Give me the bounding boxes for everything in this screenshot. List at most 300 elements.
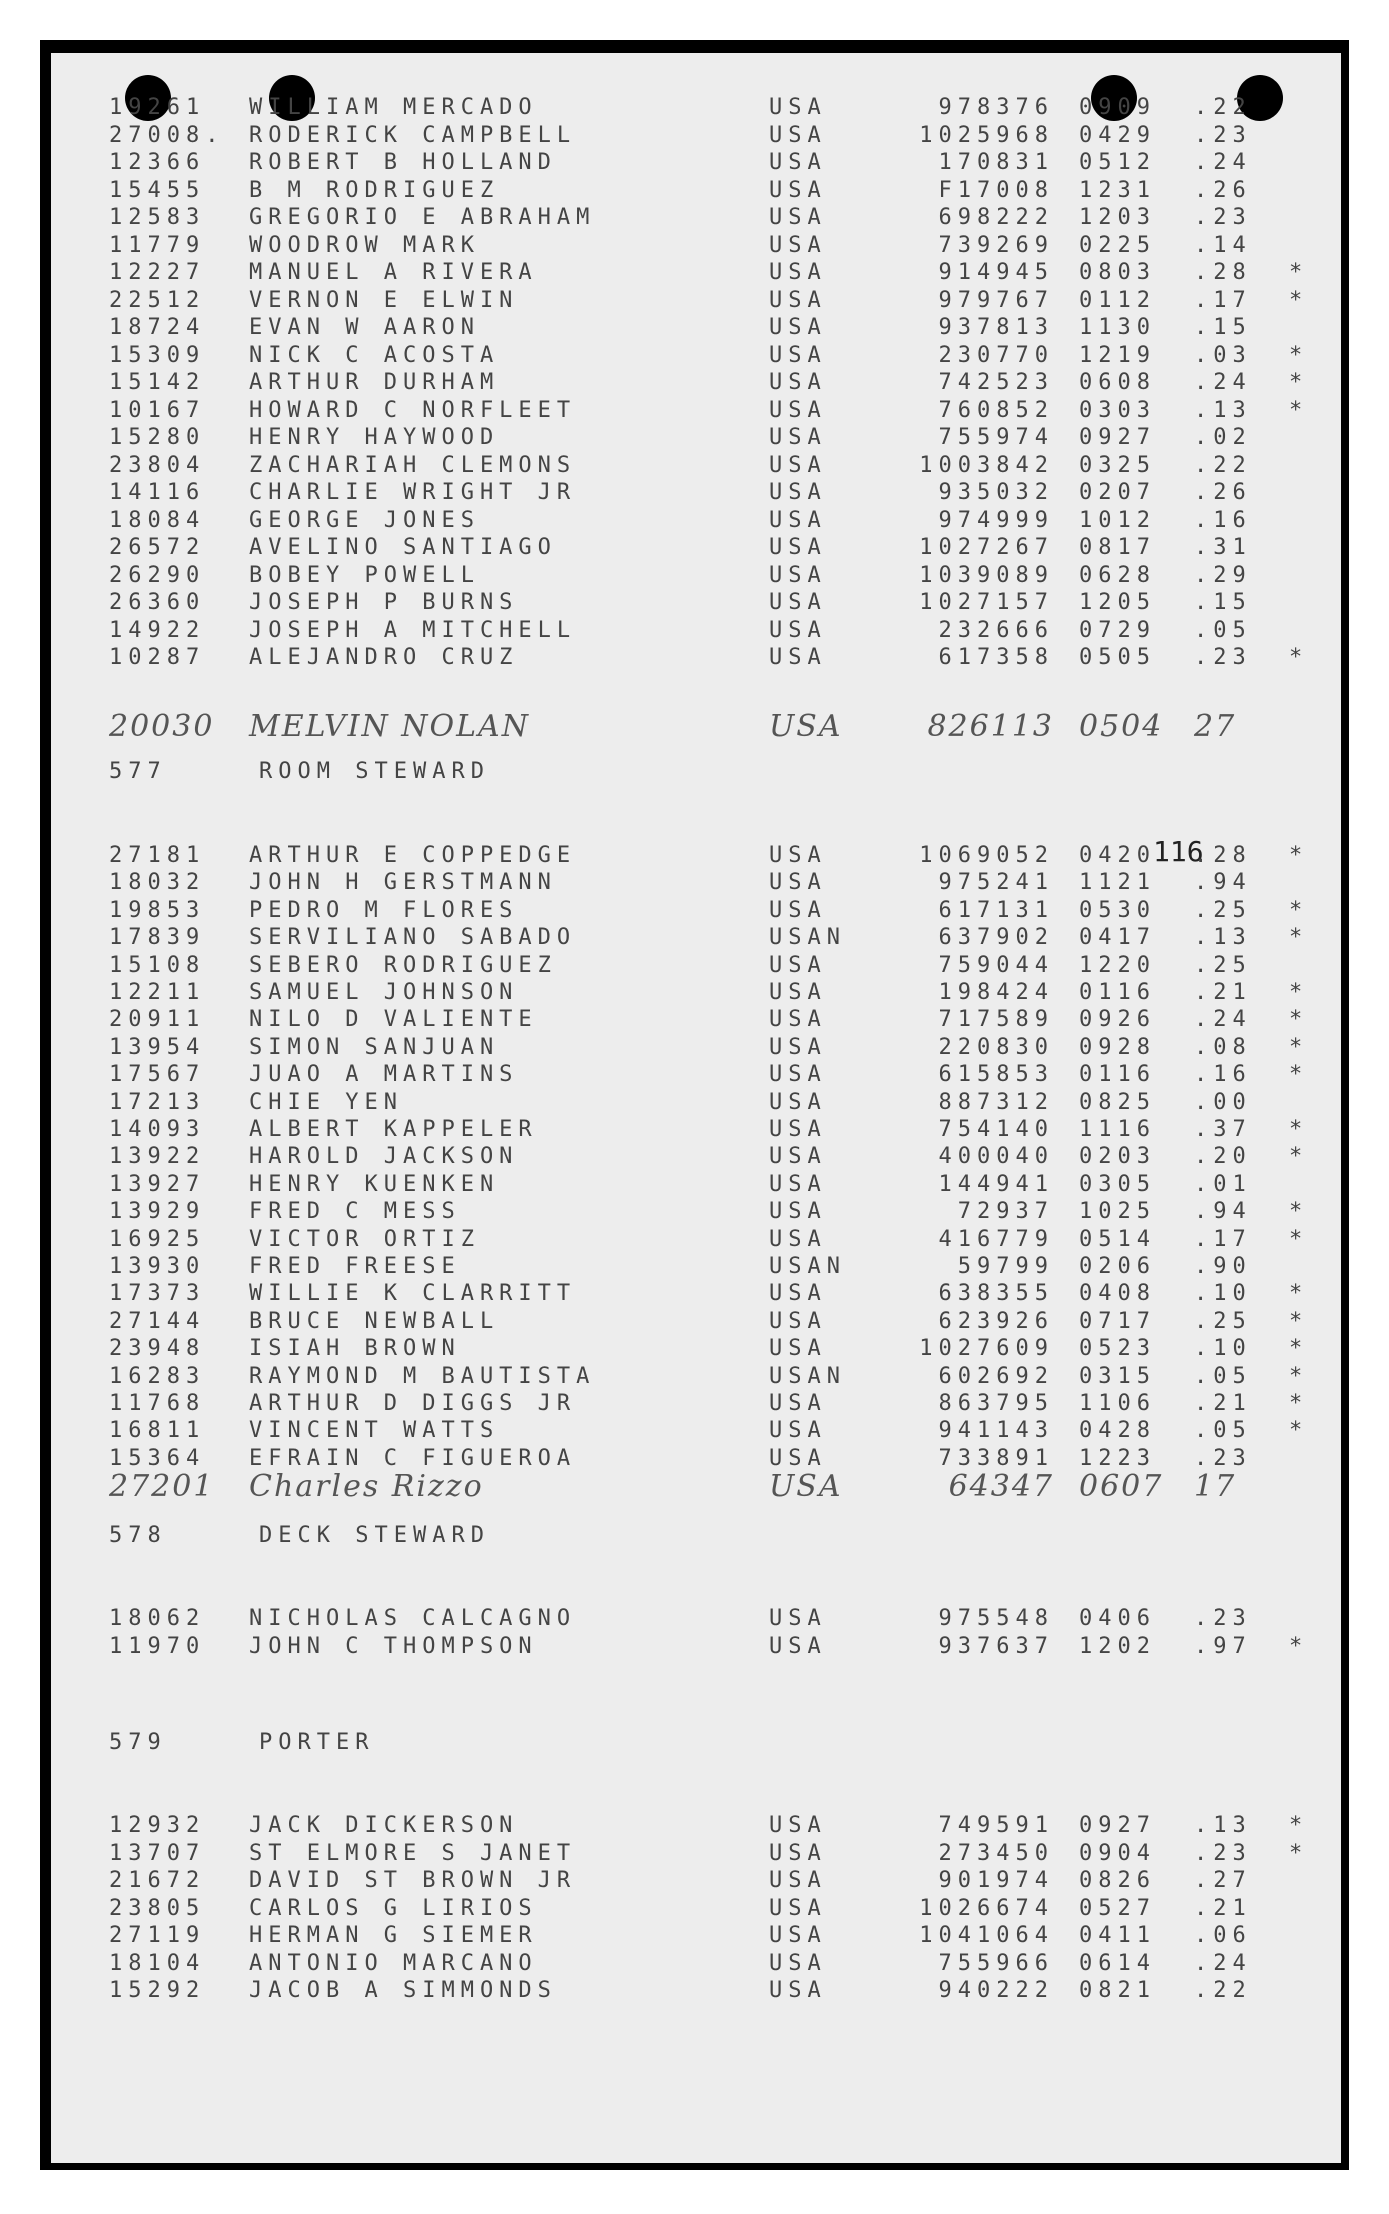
row-pct: .22 [1194,452,1252,478]
row-nat: USA [769,177,827,203]
row-id: 27119 [109,1923,206,1948]
row-name: ZACHARIAH CLEMONS [249,452,577,478]
row-code: 0305 [1079,1171,1156,1197]
row-id: 15292 [109,1978,206,2003]
row-num: 974999 [938,507,1054,533]
row-star: * [1289,1840,1309,1866]
row-star: * [1289,1391,1309,1416]
row-star: * [1289,1633,1309,1659]
row-pct: .13 [1194,1813,1252,1838]
row-name: JOHN H GERSTMANN [249,870,557,896]
row-pct: .16 [1194,1062,1252,1088]
row-pct: .24 [1194,150,1252,175]
row-pct: .37 [1194,1117,1252,1142]
row-name: JOSEPH A MITCHELL [249,617,577,643]
row-nat: USA [769,897,827,923]
row-nat: USA [769,1923,827,1948]
row-nat: USA [769,397,827,423]
handwritten-name: MELVIN NOLAN [249,709,530,744]
row-code: 0408 [1079,1281,1156,1307]
row-pct: .28 [1194,843,1252,868]
row-pct: .10 [1194,1336,1252,1362]
row-id: 17839 [109,925,206,951]
row-pct: .17 [1194,1226,1252,1252]
row-code: 0803 [1079,260,1156,285]
row-num: 739269 [938,232,1054,258]
row-nat: USA [769,1606,827,1631]
row-code: 0530 [1079,897,1156,923]
row-pct: .23 [1194,122,1252,148]
row-num: 887312 [938,1089,1054,1115]
row-star: * [1289,1281,1309,1307]
row-code: 0406 [1079,1606,1156,1631]
row-name: JACK DICKERSON [249,1813,519,1838]
row-num: 617358 [938,645,1054,670]
row-name: GREGORIO E ABRAHAM [249,205,596,230]
row-id: 15309 [109,342,206,368]
row-nat: USA [769,980,827,1005]
row-name: HENRY KUENKEN [249,1171,500,1197]
row-name: NICK C ACOSTA [249,342,500,368]
row-code: 1202 [1079,1633,1156,1659]
row-name: JOSEPH P BURNS [249,590,519,615]
row-star: * [1289,980,1309,1005]
row-pct: .26 [1194,480,1252,505]
row-nat: USA [769,1034,827,1060]
row-id: 27181 [109,843,206,868]
row-star: * [1289,370,1309,395]
row-code: 0523 [1079,1336,1156,1362]
row-name: ISIAH BROWN [249,1336,461,1362]
row-star: * [1289,1144,1309,1170]
row-nat: USA [769,150,827,175]
row-pct: .05 [1194,1418,1252,1444]
section-number: 578 [109,1523,167,1548]
row-id: 18032 [109,870,206,896]
row-name: ARTHUR E COPPEDGE [249,843,577,868]
row-name: CARLOS G LIRIOS [249,1895,538,1921]
handwritten-name: Charles Rizzo [249,1469,484,1504]
row-name: VICTOR ORTIZ [249,1226,480,1252]
row-id: 16811 [109,1418,206,1444]
row-num: 717589 [938,1007,1054,1033]
row-nat: USA [769,1199,827,1225]
row-id: 10287 [109,645,206,670]
section-title: PORTER [259,1730,375,1755]
row-code: 0821 [1079,1978,1156,2003]
row-num: 1027267 [919,535,1054,560]
row-code: 0225 [1079,232,1156,258]
row-code: 1130 [1079,315,1156,340]
row-star: * [1289,1336,1309,1362]
row-num: 230770 [938,342,1054,368]
row-num: 198424 [938,980,1054,1005]
row-pct: .24 [1194,370,1252,395]
row-pct: .08 [1194,1034,1252,1060]
row-id: 23804 [109,452,206,478]
row-id: 14922 [109,617,206,643]
row-nat: USA [769,1895,827,1921]
row-name: FRED FREESE [249,1254,461,1279]
row-pct: .20 [1194,1144,1252,1170]
row-code: 0315 [1079,1363,1156,1389]
row-nat: USA [769,287,827,313]
row-num: 1041064 [919,1923,1054,1948]
row-num: 760852 [938,397,1054,423]
row-pct: .94 [1194,870,1252,896]
row-pct: .13 [1194,397,1252,423]
row-num: 935032 [938,480,1054,505]
row-nat: USA [769,1308,827,1334]
row-pct: .14 [1194,232,1252,258]
section-number: 577 [109,759,167,784]
row-name: SERVILIANO SABADO [249,925,577,951]
row-pct: .03 [1194,342,1252,368]
row-num: 901974 [938,1868,1054,1893]
row-id: 15108 [109,952,206,978]
row-nat: USA [769,1144,827,1170]
row-pct: .94 [1194,1199,1252,1225]
row-code: 0207 [1079,480,1156,505]
row-name: HERMAN G SIEMER [249,1923,538,1948]
row-nat: USA [769,1633,827,1659]
row-id: 14093 [109,1117,206,1142]
row-id: 19853 [109,897,206,923]
row-num: 937813 [938,315,1054,340]
row-id: 16925 [109,1226,206,1252]
row-code: 0904 [1079,1840,1156,1866]
row-code: 0825 [1079,1089,1156,1115]
row-num: 863795 [938,1391,1054,1416]
row-code: 0303 [1079,397,1156,423]
row-nat: USA [769,1868,827,1893]
row-name: CHIE YEN [249,1089,403,1115]
row-num: 759044 [938,952,1054,978]
row-pct: .25 [1194,952,1252,978]
row-nat: USA [769,1840,827,1866]
row-pct: .22 [1194,1978,1252,2003]
row-nat: USA [769,232,827,258]
row-num: 615853 [938,1062,1054,1088]
row-name: HAROLD JACKSON [249,1144,519,1170]
row-name: BOBEY POWELL [249,562,480,588]
row-nat: USA [769,1445,827,1471]
row-num: 623926 [938,1308,1054,1334]
row-nat: USA [769,843,827,868]
row-name: ANTONIO MARCANO [249,1950,538,1976]
row-num: 72937 [957,1199,1054,1225]
row-id: 17213 [109,1089,206,1115]
row-nat: USA [769,1978,827,2003]
row-num: 637902 [938,925,1054,951]
row-num: 742523 [938,370,1054,395]
row-num: 937637 [938,1633,1054,1659]
row-code: 1025 [1079,1199,1156,1225]
row-id: 18062 [109,1606,206,1631]
row-pct: .90 [1194,1254,1252,1279]
handwritten-code: 0607 [1079,1469,1164,1504]
row-num: 602692 [938,1363,1054,1389]
row-num: 1026674 [919,1895,1054,1921]
row-pct: .21 [1194,980,1252,1005]
row-pct: .28 [1194,260,1252,285]
row-num: 1027157 [919,590,1054,615]
row-star: * [1289,1199,1309,1225]
row-pct: .10 [1194,1281,1252,1307]
row-nat: USA [769,260,827,285]
row-pct: .05 [1194,1363,1252,1389]
row-id: 18084 [109,507,206,533]
row-star: * [1289,397,1309,423]
section-title: DECK STEWARD [259,1523,490,1548]
row-code: 1106 [1079,1391,1156,1416]
row-nat: USA [769,1336,827,1362]
row-code: 0116 [1079,980,1156,1005]
row-id: 18104 [109,1950,206,1976]
row-code: 0203 [1079,1144,1156,1170]
row-id: 19261 [109,95,206,120]
row-code: 0817 [1079,535,1156,560]
row-code: 0512 [1079,150,1156,175]
row-pct: .23 [1194,205,1252,230]
row-pct: .01 [1194,1171,1252,1197]
row-id: 23805 [109,1895,206,1921]
row-num: 975548 [938,1606,1054,1631]
row-id: 27144 [109,1308,206,1334]
handwritten-id: 27201 [109,1469,215,1504]
row-nat: USA [769,480,827,505]
handwritten-id: 20030 [109,709,215,744]
row-num: 220830 [938,1034,1054,1060]
row-name: ARTHUR D DIGGS JR [249,1391,577,1416]
row-code: 0926 [1079,1007,1156,1033]
row-num: 941143 [938,1418,1054,1444]
row-name: AVELINO SANTIAGO [249,535,557,560]
row-star: * [1289,645,1309,670]
row-nat: USA [769,1117,827,1142]
row-code: 1220 [1079,952,1156,978]
row-star: * [1289,1813,1309,1838]
row-pct: .02 [1194,425,1252,450]
row-name: NILO D VALIENTE [249,1007,538,1033]
row-pct: .00 [1194,1089,1252,1115]
row-nat: USA [769,342,827,368]
row-code: 0411 [1079,1923,1156,1948]
row-code: 0505 [1079,645,1156,670]
row-star: * [1289,1308,1309,1334]
row-nat: USA [769,95,827,120]
row-nat: USA [769,952,827,978]
handwritten-pct: 27 [1194,709,1237,744]
row-nat: USA [769,205,827,230]
row-name: PEDRO M FLORES [249,897,519,923]
handwritten-num: 64347 [948,1469,1054,1504]
row-star: * [1289,1117,1309,1142]
row-name: JOHN C THOMPSON [249,1633,538,1659]
row-nat: USA [769,562,827,588]
row-id: 20911 [109,1007,206,1033]
row-id: 12211 [109,980,206,1005]
row-id: 27008. [109,122,225,148]
row-num: 940222 [938,1978,1054,2003]
row-id: 12227 [109,260,206,285]
row-code: 1121 [1079,870,1156,896]
handwritten-nat: USA [769,1469,843,1504]
page-number: 116 [1153,835,1204,868]
row-num: 1039089 [919,562,1054,588]
row-id: 17373 [109,1281,206,1307]
row-id: 13954 [109,1034,206,1060]
row-id: 16283 [109,1363,206,1389]
row-pct: .05 [1194,617,1252,643]
row-id: 26290 [109,562,206,588]
row-name: ALEJANDRO CRUZ [249,645,519,670]
row-name: WILLIAM MERCADO [249,95,538,120]
row-id: 13922 [109,1144,206,1170]
row-code: 0206 [1079,1254,1156,1279]
row-code: 1219 [1079,342,1156,368]
row-star: * [1289,1062,1309,1088]
row-num: 617131 [938,897,1054,923]
row-id: 14116 [109,480,206,505]
row-code: 0717 [1079,1308,1156,1334]
row-code: 0420 [1079,843,1156,868]
row-nat: USAN [769,1254,846,1279]
row-num: 754140 [938,1117,1054,1142]
row-nat: USA [769,507,827,533]
row-num: 749591 [938,1813,1054,1838]
row-pct: .25 [1194,897,1252,923]
row-name: MANUEL A RIVERA [249,260,538,285]
row-code: 0429 [1079,122,1156,148]
row-nat: USA [769,1391,827,1416]
row-id: 13929 [109,1199,206,1225]
row-pct: .15 [1194,590,1252,615]
row-nat: USAN [769,1363,846,1389]
row-num: 755974 [938,425,1054,450]
row-num: 144941 [938,1171,1054,1197]
row-name: SEBERO RODRIGUEZ [249,952,557,978]
row-code: 0325 [1079,452,1156,478]
row-num: 978376 [938,95,1054,120]
row-num: 232666 [938,617,1054,643]
row-star: * [1289,1007,1309,1033]
row-nat: USA [769,452,827,478]
row-num: 400040 [938,1144,1054,1170]
row-pct: .23 [1194,1445,1252,1471]
row-pct: .13 [1194,925,1252,951]
row-name: VINCENT WATTS [249,1418,500,1444]
row-code: 0112 [1079,287,1156,313]
row-num: 1003842 [919,452,1054,478]
row-name: ARTHUR DURHAM [249,370,500,395]
row-star: * [1289,1034,1309,1060]
row-nat: USA [769,617,827,643]
row-num: 914945 [938,260,1054,285]
row-nat: USA [769,1007,827,1033]
row-num: 755966 [938,1950,1054,1976]
row-pct: .27 [1194,1868,1252,1893]
row-num: 979767 [938,287,1054,313]
row-id: 26360 [109,590,206,615]
row-pct: .25 [1194,1308,1252,1334]
row-nat: USA [769,1950,827,1976]
row-name: GEORGE JONES [249,507,480,533]
row-name: FRED C MESS [249,1199,461,1225]
row-num: 698222 [938,205,1054,230]
row-name: JUAO A MARTINS [249,1062,519,1088]
row-star: * [1289,843,1309,868]
row-star: * [1289,925,1309,951]
handwritten-pct: 17 [1194,1469,1237,1504]
row-name: HENRY HAYWOOD [249,425,500,450]
row-nat: USA [769,315,827,340]
handwritten-code: 0504 [1079,709,1164,744]
row-id: 23948 [109,1336,206,1362]
row-pct: .26 [1194,177,1252,203]
row-id: 13927 [109,1171,206,1197]
row-name: WILLIE K CLARRITT [249,1281,577,1307]
row-id: 15455 [109,177,206,203]
row-name: ALBERT KAPPELER [249,1117,538,1142]
roster-sheet [51,53,1341,2163]
row-code: 1223 [1079,1445,1156,1471]
row-code: 1205 [1079,590,1156,615]
row-id: 13707 [109,1840,206,1866]
row-name: SAMUEL JOHNSON [249,980,519,1005]
row-code: 0116 [1079,1062,1156,1088]
handwritten-num: 826113 [927,709,1054,744]
row-pct: .23 [1194,1606,1252,1631]
row-name: EFRAIN C FIGUEROA [249,1445,577,1471]
row-code: 0909 [1079,95,1156,120]
row-pct: .31 [1194,535,1252,560]
row-code: 0428 [1079,1418,1156,1444]
row-pct: .23 [1194,645,1252,670]
row-star: * [1289,897,1309,923]
row-num: 975241 [938,870,1054,896]
row-pct: .23 [1194,1840,1252,1866]
row-name: CHARLIE WRIGHT JR [249,480,577,505]
row-code: 0628 [1079,562,1156,588]
row-code: 1231 [1079,177,1156,203]
row-pct: .24 [1194,1950,1252,1976]
row-nat: USA [769,645,827,670]
row-code: 0608 [1079,370,1156,395]
row-star: * [1289,1418,1309,1444]
section-title: ROOM STEWARD [259,759,490,784]
row-pct: .24 [1194,1007,1252,1033]
row-code: 0826 [1079,1868,1156,1893]
row-pct: .97 [1194,1633,1252,1659]
row-nat: USA [769,370,827,395]
row-code: 0417 [1079,925,1156,951]
row-num: 1027609 [919,1336,1054,1362]
row-nat: USA [769,1813,827,1838]
row-name: HOWARD C NORFLEET [249,397,577,423]
row-star: * [1289,260,1309,285]
row-code: 0928 [1079,1034,1156,1060]
row-id: 22512 [109,287,206,313]
row-code: 0729 [1079,617,1156,643]
row-id: 12366 [109,150,206,175]
row-nat: USA [769,535,827,560]
row-name: RAYMOND M BAUTISTA [249,1363,596,1389]
row-id: 15142 [109,370,206,395]
row-num: 59799 [957,1254,1054,1279]
row-nat: USA [769,590,827,615]
row-id: 17567 [109,1062,206,1088]
